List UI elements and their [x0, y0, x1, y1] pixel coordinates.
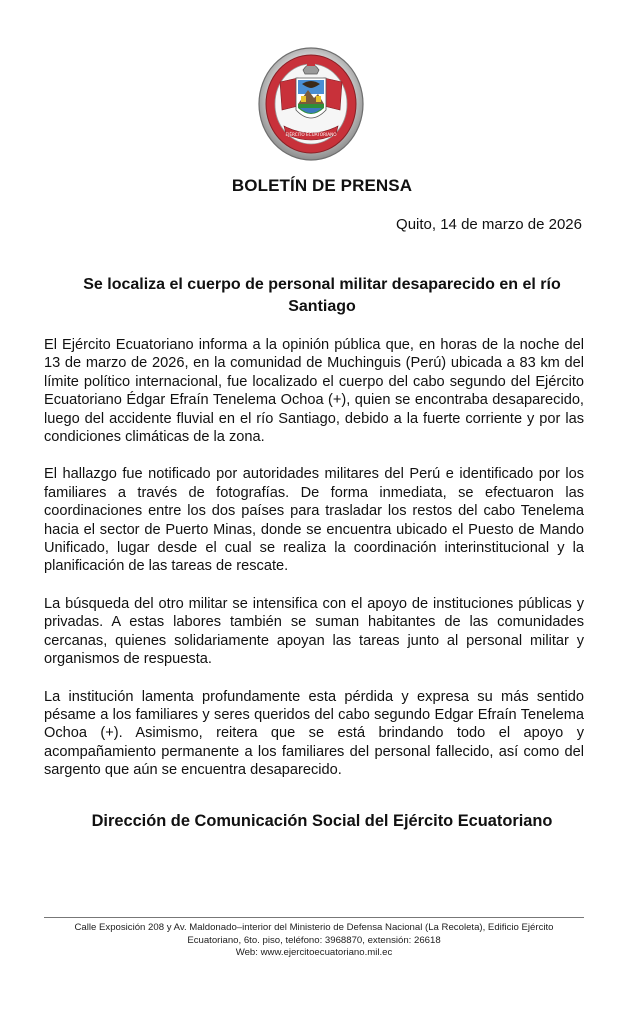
- signature-line: Dirección de Comunicación Social del Ejército Ecuatoriano: [91, 812, 553, 830]
- press-release-body: [44, 336, 584, 799]
- dateline: Quito, 14 de marzo de 2026: [396, 216, 582, 233]
- body-paragraph: La institución lamenta profundamente esta pérdida y expresa su más sentido pésame a los familiares y seres queridos del cabo segundo Edgar Efraín Tenelema Ochoa (+). Asimismo, reitera que se está brindando todo el apoyo y acompañamiento permanente a los familiares del personal fallecido, así como del sargento que aún se encuentra desaparecido.: [44, 688, 584, 779]
- footer-address-line: Calle Exposición 208 y Av. Maldonado–interior del Ministerio de Defensa Nacional (La Recoleta), Edificio Ejército: [74, 922, 554, 933]
- army-emblem-logo: [258, 44, 364, 162]
- press-release-title: BOLETÍN DE PRENSA: [231, 176, 413, 195]
- footer-web-link: Web: www.ejercitoecuatoriano.mil.ec: [235, 947, 393, 959]
- footer-address-line: Ecuatoriano, 6to. piso, teléfono: 3968870, extensión: 26618: [187, 934, 441, 946]
- body-paragraph: El hallazgo fue notificado por autoridades militares del Perú e identificado por los familiares a través de fotografías. De forma inmediata, se efectuaron las coordinaciones entre los dos países para trasladar los restos del cabo Tenelema hacia el sector de Puerto Minas, donde se encuentra ubicado el Puesto de Mando Unificado, lugar desde el cual se realiza la coordinación interinstitucional y la planificación de las tareas de rescate.: [44, 466, 584, 575]
- ecuadorian-army-shield-emblem-icon: [258, 44, 364, 162]
- body-paragraph: El Ejército Ecuatoriano informa a la opinión pública que, en horas de la noche del 13 de marzo de 2026, en la comunidad de Muchinguis (Perú) ubicada a 83 km del límite político internacional, fue localizado el cuerpo del cabo segundo del Ejército Ecuatoriano Édgar Efraín Tenelema Ochoa (+), quien se encontraba desaparecido, luego del accidente fluvial en el río Santiago, debido a la fuerte corriente y por las condiciones climáticas de la zona.: [44, 337, 584, 446]
- headline: Se localiza el cuerpo de personal militar desaparecido en el río Santiago: [83, 276, 561, 315]
- body-paragraph: La búsqueda del otro militar se intensifica con el apoyo de instituciones públicas y privadas. A estas labores también se suman habitantes de las comunidades cercanas, quienes solidariamente apoyan las tareas junto al personal militar y organismos de respuesta.: [44, 595, 584, 668]
- emblem-motto: EJÉRCITO ECUATORIANO: [285, 132, 337, 137]
- footer-divider: [44, 917, 584, 918]
- footer: [44, 922, 584, 960]
